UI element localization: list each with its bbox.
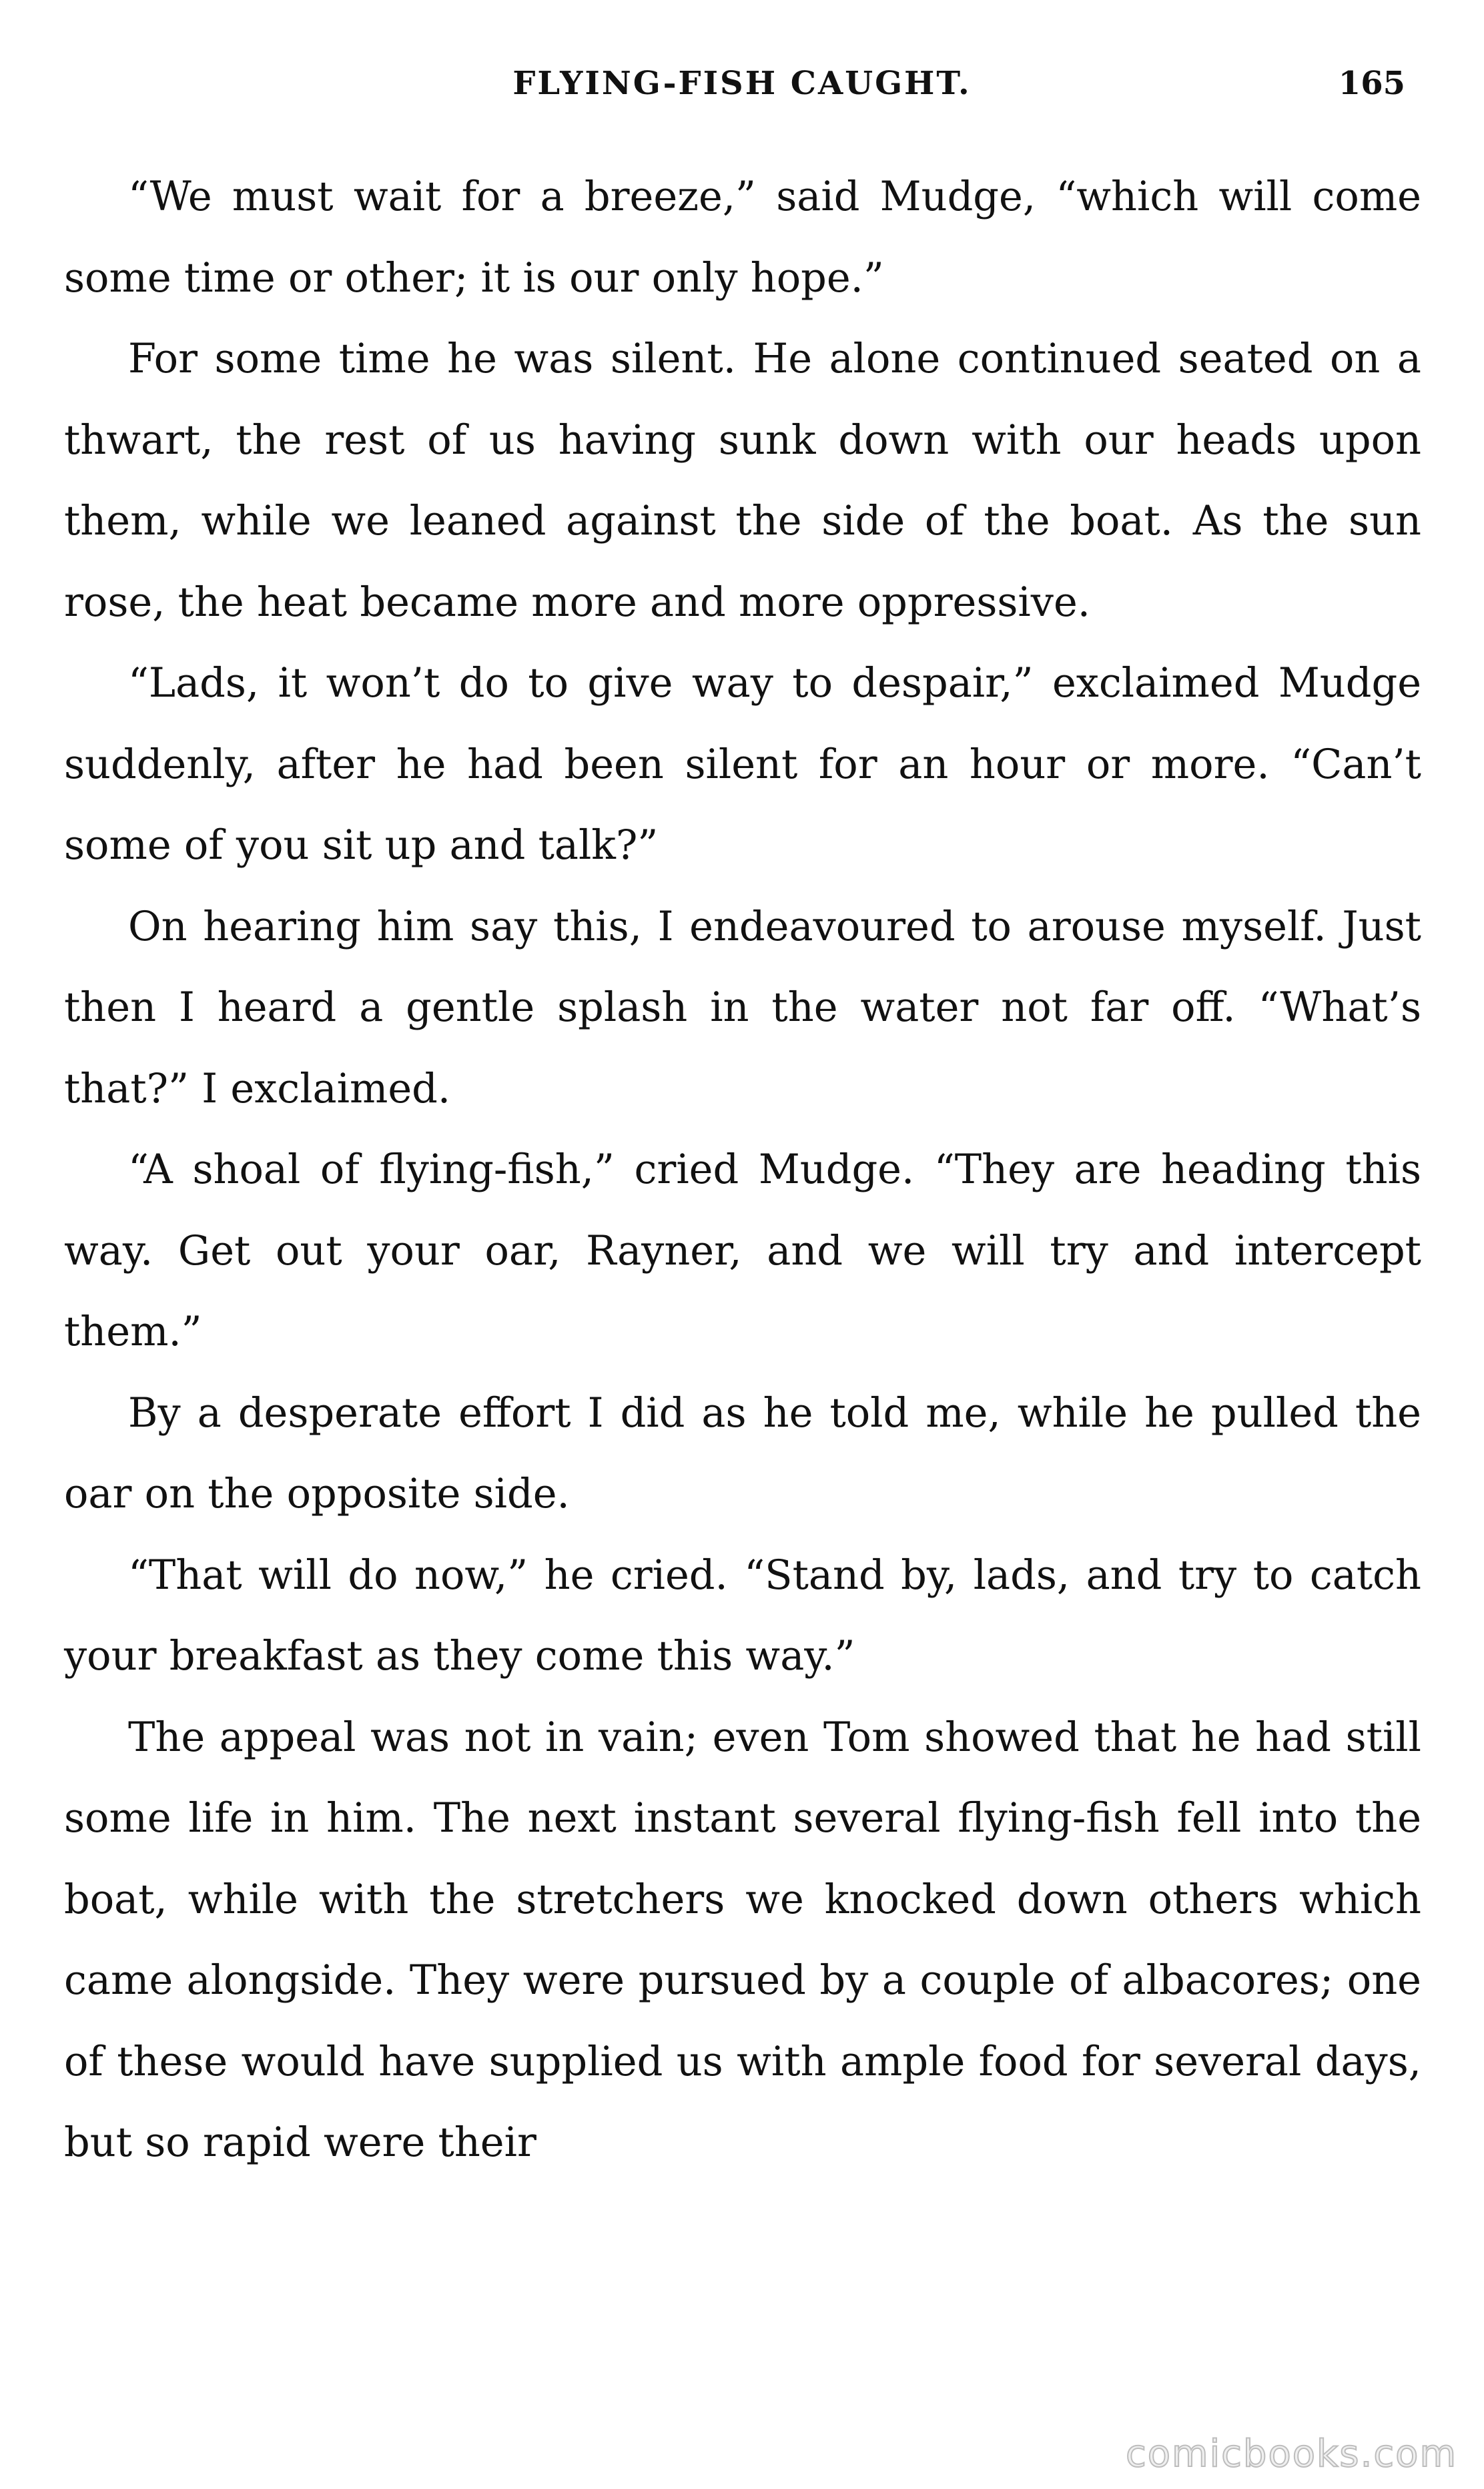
paragraph-8: The appeal was not in vain; even Tom showed that he had still some life in him. The next instant several flying-fish fell into the boat, while with the stretchers we knocked down others which came alongside. They were pursued by a couple of albacores; one of these would have supplied us with ample food for several days, but so rapid were their xyxy=(64,1714,1421,2166)
running-title: FLYING-FISH CAUGHT. xyxy=(512,65,972,102)
page-header xyxy=(60,63,1424,117)
paragraph-3: “Lads, it won’t do to give way to despair,” exclaimed Mudge suddenly, after he had been silent for an hour or more. “Can’t some of you sit up and talk?” xyxy=(64,660,1421,869)
paragraph-5: “A shoal of flying-fish,” cried Mudge. “They are heading this way. Get out your oar, Rayner, and we will try and intercept them.” xyxy=(64,1146,1421,1355)
paragraph-2: For some time he was silent. He alone continued seated on a thwart, the rest of us having sunk down with our heads upon them, while we leaned against the side of the boat. As the sun rose, the heat became more and more oppressive. xyxy=(64,336,1421,626)
page-number: 165 xyxy=(1338,65,1405,102)
paragraph-7: “That will do now,” he cried. “Stand by, lads, and try to catch your breakfast as they come this way.” xyxy=(64,1551,1421,1680)
paragraph-6: By a desperate effort I did as he told me, while he pulled the oar on the opposite side. xyxy=(64,1389,1421,1517)
paragraph-4: On hearing him say this, I endeavoured to arouse myself. Just then I heard a gentle splash in the water not far off. “What’s that?” I exclaimed. xyxy=(64,903,1421,1112)
paragraph-1: “We must wait for a breeze,” said Mudge, “which will come some time or other; it is our only hope.” xyxy=(64,173,1421,302)
watermark: comicbooks.com xyxy=(1125,2432,1457,2476)
body-text xyxy=(64,157,1421,2184)
